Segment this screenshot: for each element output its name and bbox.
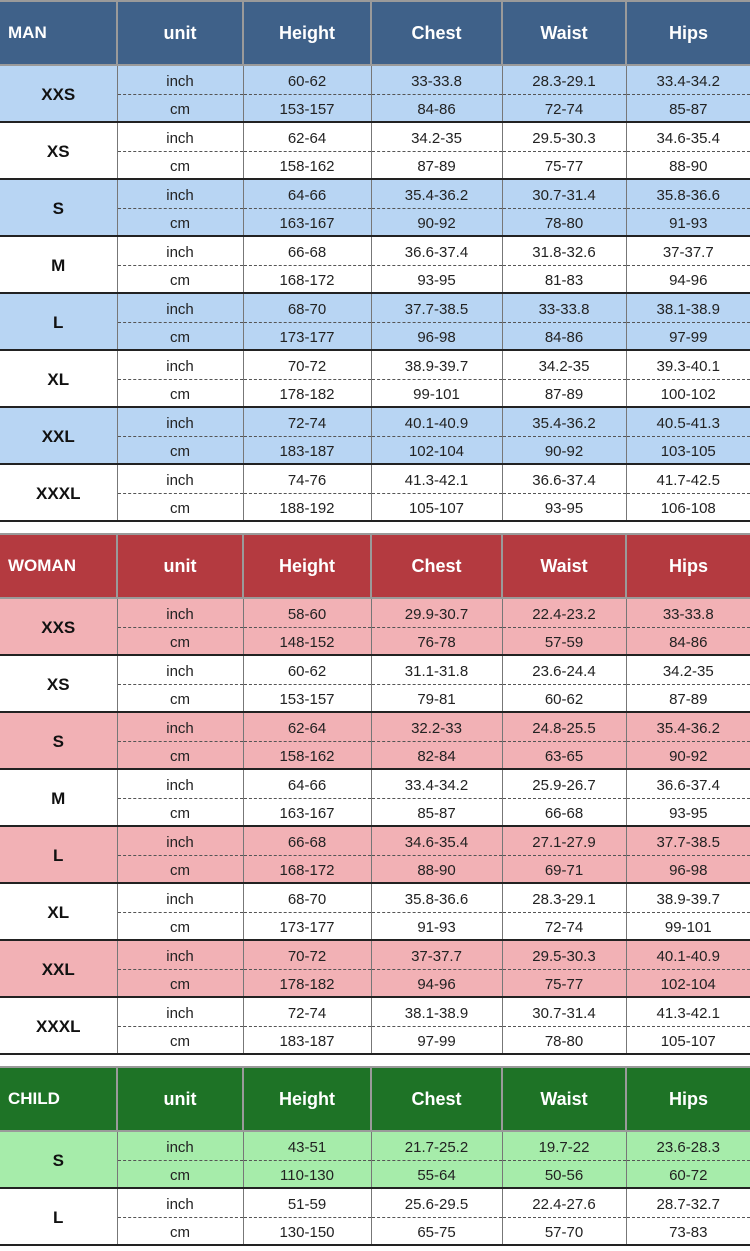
value-cell: 110-130: [243, 1160, 371, 1188]
column-header-hips: Hips: [626, 1, 750, 65]
value-cell: 40.1-40.9: [371, 407, 502, 436]
unit-cell: cm: [117, 855, 243, 883]
table-row: [0, 293, 750, 322]
value-cell: 88-90: [626, 151, 750, 179]
value-cell: 35.4-36.2: [502, 407, 626, 436]
value-cell: 103-105: [626, 436, 750, 464]
size-label: XXXL: [0, 997, 117, 1054]
value-cell: 90-92: [626, 741, 750, 769]
unit-cell: inch: [117, 293, 243, 322]
value-cell: 76-78: [371, 627, 502, 655]
size-label: S: [0, 1131, 117, 1188]
value-cell: 130-150: [243, 1217, 371, 1245]
value-cell: 68-70: [243, 293, 371, 322]
value-cell: 63-65: [502, 741, 626, 769]
unit-cell: inch: [117, 1188, 243, 1217]
table-row: [0, 407, 750, 436]
column-header-height: Height: [243, 534, 371, 598]
unit-cell: inch: [117, 464, 243, 493]
value-cell: 94-96: [626, 265, 750, 293]
value-cell: 173-177: [243, 322, 371, 350]
unit-cell: cm: [117, 265, 243, 293]
unit-cell: inch: [117, 236, 243, 265]
value-cell: 105-107: [371, 493, 502, 521]
value-cell: 41.7-42.5: [626, 464, 750, 493]
unit-cell: inch: [117, 883, 243, 912]
value-cell: 27.1-27.9: [502, 826, 626, 855]
value-cell: 84-86: [371, 94, 502, 122]
value-cell: 158-162: [243, 151, 371, 179]
table-row: [0, 940, 750, 969]
value-cell: 40.5-41.3: [626, 407, 750, 436]
size-label: XS: [0, 122, 117, 179]
table-row: [0, 883, 750, 912]
size-label: L: [0, 1188, 117, 1245]
table-row: [0, 712, 750, 741]
value-cell: 62-64: [243, 122, 371, 151]
value-cell: 85-87: [371, 798, 502, 826]
value-cell: 41.3-42.1: [626, 997, 750, 1026]
value-cell: 85-87: [626, 94, 750, 122]
value-cell: 23.6-28.3: [626, 1131, 750, 1160]
size-label: XL: [0, 883, 117, 940]
value-cell: 75-77: [502, 969, 626, 997]
unit-cell: cm: [117, 684, 243, 712]
unit-cell: inch: [117, 1131, 243, 1160]
value-cell: 91-93: [371, 912, 502, 940]
value-cell: 178-182: [243, 379, 371, 407]
unit-cell: cm: [117, 322, 243, 350]
header-row: [0, 1, 750, 65]
category-label: CHILD: [0, 1067, 117, 1131]
value-cell: 39.3-40.1: [626, 350, 750, 379]
value-cell: 173-177: [243, 912, 371, 940]
value-cell: 35.8-36.6: [626, 179, 750, 208]
size-label: XXL: [0, 940, 117, 997]
value-cell: 148-152: [243, 627, 371, 655]
value-cell: 183-187: [243, 436, 371, 464]
value-cell: 35.4-36.2: [626, 712, 750, 741]
unit-cell: cm: [117, 627, 243, 655]
value-cell: 93-95: [371, 265, 502, 293]
size-label: L: [0, 826, 117, 883]
value-cell: 33-33.8: [371, 65, 502, 94]
value-cell: 178-182: [243, 969, 371, 997]
value-cell: 36.6-37.4: [626, 769, 750, 798]
value-cell: 38.1-38.9: [626, 293, 750, 322]
value-cell: 34.6-35.4: [626, 122, 750, 151]
value-cell: 40.1-40.9: [626, 940, 750, 969]
value-cell: 66-68: [243, 236, 371, 265]
value-cell: 153-157: [243, 94, 371, 122]
value-cell: 66-68: [502, 798, 626, 826]
unit-cell: inch: [117, 655, 243, 684]
value-cell: 60-62: [243, 655, 371, 684]
value-cell: 38.9-39.7: [626, 883, 750, 912]
size-label: S: [0, 179, 117, 236]
value-cell: 84-86: [502, 322, 626, 350]
value-cell: 168-172: [243, 855, 371, 883]
value-cell: 64-66: [243, 769, 371, 798]
header-row: [0, 534, 750, 598]
unit-cell: cm: [117, 493, 243, 521]
value-cell: 50-56: [502, 1160, 626, 1188]
value-cell: 33-33.8: [626, 598, 750, 627]
value-cell: 34.6-35.4: [371, 826, 502, 855]
value-cell: 38.9-39.7: [371, 350, 502, 379]
value-cell: 28.3-29.1: [502, 65, 626, 94]
value-cell: 183-187: [243, 1026, 371, 1054]
unit-cell: cm: [117, 969, 243, 997]
value-cell: 68-70: [243, 883, 371, 912]
value-cell: 100-102: [626, 379, 750, 407]
value-cell: 33.4-34.2: [626, 65, 750, 94]
unit-cell: cm: [117, 912, 243, 940]
value-cell: 73-83: [626, 1217, 750, 1245]
unit-cell: inch: [117, 598, 243, 627]
value-cell: 34.2-35: [502, 350, 626, 379]
size-table: [0, 0, 750, 522]
value-cell: 34.2-35: [626, 655, 750, 684]
value-cell: 69-71: [502, 855, 626, 883]
value-cell: 33-33.8: [502, 293, 626, 322]
value-cell: 62-64: [243, 712, 371, 741]
unit-cell: cm: [117, 1217, 243, 1245]
value-cell: 33.4-34.2: [371, 769, 502, 798]
value-cell: 21.7-25.2: [371, 1131, 502, 1160]
size-table: [0, 1066, 750, 1246]
value-cell: 82-84: [371, 741, 502, 769]
size-label: XXS: [0, 598, 117, 655]
value-cell: 30.7-31.4: [502, 997, 626, 1026]
value-cell: 29.9-30.7: [371, 598, 502, 627]
unit-cell: cm: [117, 1160, 243, 1188]
value-cell: 28.7-32.7: [626, 1188, 750, 1217]
value-cell: 25.6-29.5: [371, 1188, 502, 1217]
value-cell: 87-89: [626, 684, 750, 712]
table-row: [0, 65, 750, 94]
unit-cell: cm: [117, 436, 243, 464]
category-label: WOMAN: [0, 534, 117, 598]
value-cell: 163-167: [243, 798, 371, 826]
column-header-height: Height: [243, 1067, 371, 1131]
value-cell: 22.4-23.2: [502, 598, 626, 627]
table-row: [0, 598, 750, 627]
value-cell: 38.1-38.9: [371, 997, 502, 1026]
table-row: [0, 1188, 750, 1217]
value-cell: 106-108: [626, 493, 750, 521]
column-header-waist: Waist: [502, 534, 626, 598]
value-cell: 94-96: [371, 969, 502, 997]
table-row: [0, 179, 750, 208]
value-cell: 97-99: [626, 322, 750, 350]
unit-cell: cm: [117, 798, 243, 826]
column-header-height: Height: [243, 1, 371, 65]
value-cell: 35.4-36.2: [371, 179, 502, 208]
value-cell: 66-68: [243, 826, 371, 855]
column-header-unit: unit: [117, 1, 243, 65]
size-label: XXXL: [0, 464, 117, 521]
column-header-hips: Hips: [626, 534, 750, 598]
value-cell: 31.1-31.8: [371, 655, 502, 684]
value-cell: 78-80: [502, 208, 626, 236]
unit-cell: cm: [117, 741, 243, 769]
value-cell: 70-72: [243, 350, 371, 379]
table-row: [0, 236, 750, 265]
man-size-chart: [0, 0, 750, 522]
value-cell: 72-74: [502, 94, 626, 122]
unit-cell: cm: [117, 151, 243, 179]
value-cell: 105-107: [626, 1026, 750, 1054]
value-cell: 102-104: [371, 436, 502, 464]
size-label: S: [0, 712, 117, 769]
value-cell: 153-157: [243, 684, 371, 712]
value-cell: 60-72: [626, 1160, 750, 1188]
table-row: [0, 826, 750, 855]
unit-cell: cm: [117, 379, 243, 407]
category-label: MAN: [0, 1, 117, 65]
value-cell: 32.2-33: [371, 712, 502, 741]
value-cell: 30.7-31.4: [502, 179, 626, 208]
size-label: XXL: [0, 407, 117, 464]
value-cell: 29.5-30.3: [502, 122, 626, 151]
value-cell: 188-192: [243, 493, 371, 521]
unit-cell: inch: [117, 179, 243, 208]
size-label: M: [0, 236, 117, 293]
value-cell: 88-90: [371, 855, 502, 883]
value-cell: 57-59: [502, 627, 626, 655]
value-cell: 72-74: [243, 407, 371, 436]
value-cell: 19.7-22: [502, 1131, 626, 1160]
value-cell: 158-162: [243, 741, 371, 769]
size-table: [0, 533, 750, 1055]
unit-cell: inch: [117, 122, 243, 151]
value-cell: 37.7-38.5: [626, 826, 750, 855]
column-header-chest: Chest: [371, 1067, 502, 1131]
column-header-waist: Waist: [502, 1067, 626, 1131]
value-cell: 35.8-36.6: [371, 883, 502, 912]
value-cell: 84-86: [626, 627, 750, 655]
value-cell: 72-74: [243, 997, 371, 1026]
value-cell: 74-76: [243, 464, 371, 493]
size-label: XXS: [0, 65, 117, 122]
value-cell: 55-64: [371, 1160, 502, 1188]
size-label: XL: [0, 350, 117, 407]
value-cell: 102-104: [626, 969, 750, 997]
value-cell: 90-92: [371, 208, 502, 236]
value-cell: 91-93: [626, 208, 750, 236]
value-cell: 36.6-37.4: [502, 464, 626, 493]
unit-cell: inch: [117, 940, 243, 969]
value-cell: 96-98: [371, 322, 502, 350]
header-row: [0, 1067, 750, 1131]
unit-cell: inch: [117, 997, 243, 1026]
table-row: [0, 464, 750, 493]
value-cell: 90-92: [502, 436, 626, 464]
value-cell: 41.3-42.1: [371, 464, 502, 493]
column-header-unit: unit: [117, 534, 243, 598]
value-cell: 93-95: [626, 798, 750, 826]
value-cell: 93-95: [502, 493, 626, 521]
column-header-hips: Hips: [626, 1067, 750, 1131]
unit-cell: cm: [117, 94, 243, 122]
unit-cell: inch: [117, 350, 243, 379]
value-cell: 37-37.7: [371, 940, 502, 969]
value-cell: 163-167: [243, 208, 371, 236]
value-cell: 60-62: [243, 65, 371, 94]
size-label: XS: [0, 655, 117, 712]
unit-cell: inch: [117, 769, 243, 798]
value-cell: 31.8-32.6: [502, 236, 626, 265]
value-cell: 58-60: [243, 598, 371, 627]
table-row: [0, 122, 750, 151]
value-cell: 99-101: [626, 912, 750, 940]
column-header-chest: Chest: [371, 534, 502, 598]
value-cell: 168-172: [243, 265, 371, 293]
unit-cell: inch: [117, 712, 243, 741]
value-cell: 97-99: [371, 1026, 502, 1054]
value-cell: 51-59: [243, 1188, 371, 1217]
value-cell: 87-89: [502, 379, 626, 407]
value-cell: 79-81: [371, 684, 502, 712]
woman-size-chart: [0, 533, 750, 1055]
value-cell: 43-51: [243, 1131, 371, 1160]
value-cell: 24.8-25.5: [502, 712, 626, 741]
table-row: [0, 1131, 750, 1160]
value-cell: 78-80: [502, 1026, 626, 1054]
unit-cell: inch: [117, 65, 243, 94]
column-header-waist: Waist: [502, 1, 626, 65]
value-cell: 65-75: [371, 1217, 502, 1245]
table-row: [0, 350, 750, 379]
value-cell: 37.7-38.5: [371, 293, 502, 322]
value-cell: 28.3-29.1: [502, 883, 626, 912]
unit-cell: cm: [117, 208, 243, 236]
value-cell: 64-66: [243, 179, 371, 208]
column-header-unit: unit: [117, 1067, 243, 1131]
table-row: [0, 997, 750, 1026]
value-cell: 25.9-26.7: [502, 769, 626, 798]
table-row: [0, 655, 750, 684]
value-cell: 37-37.7: [626, 236, 750, 265]
size-label: L: [0, 293, 117, 350]
unit-cell: inch: [117, 407, 243, 436]
value-cell: 75-77: [502, 151, 626, 179]
value-cell: 96-98: [626, 855, 750, 883]
value-cell: 87-89: [371, 151, 502, 179]
value-cell: 99-101: [371, 379, 502, 407]
value-cell: 23.6-24.4: [502, 655, 626, 684]
child-size-chart: [0, 1066, 750, 1246]
unit-cell: inch: [117, 826, 243, 855]
value-cell: 81-83: [502, 265, 626, 293]
value-cell: 57-70: [502, 1217, 626, 1245]
value-cell: 36.6-37.4: [371, 236, 502, 265]
value-cell: 70-72: [243, 940, 371, 969]
size-label: M: [0, 769, 117, 826]
column-header-chest: Chest: [371, 1, 502, 65]
value-cell: 22.4-27.6: [502, 1188, 626, 1217]
value-cell: 72-74: [502, 912, 626, 940]
unit-cell: cm: [117, 1026, 243, 1054]
table-row: [0, 769, 750, 798]
value-cell: 29.5-30.3: [502, 940, 626, 969]
value-cell: 34.2-35: [371, 122, 502, 151]
value-cell: 60-62: [502, 684, 626, 712]
